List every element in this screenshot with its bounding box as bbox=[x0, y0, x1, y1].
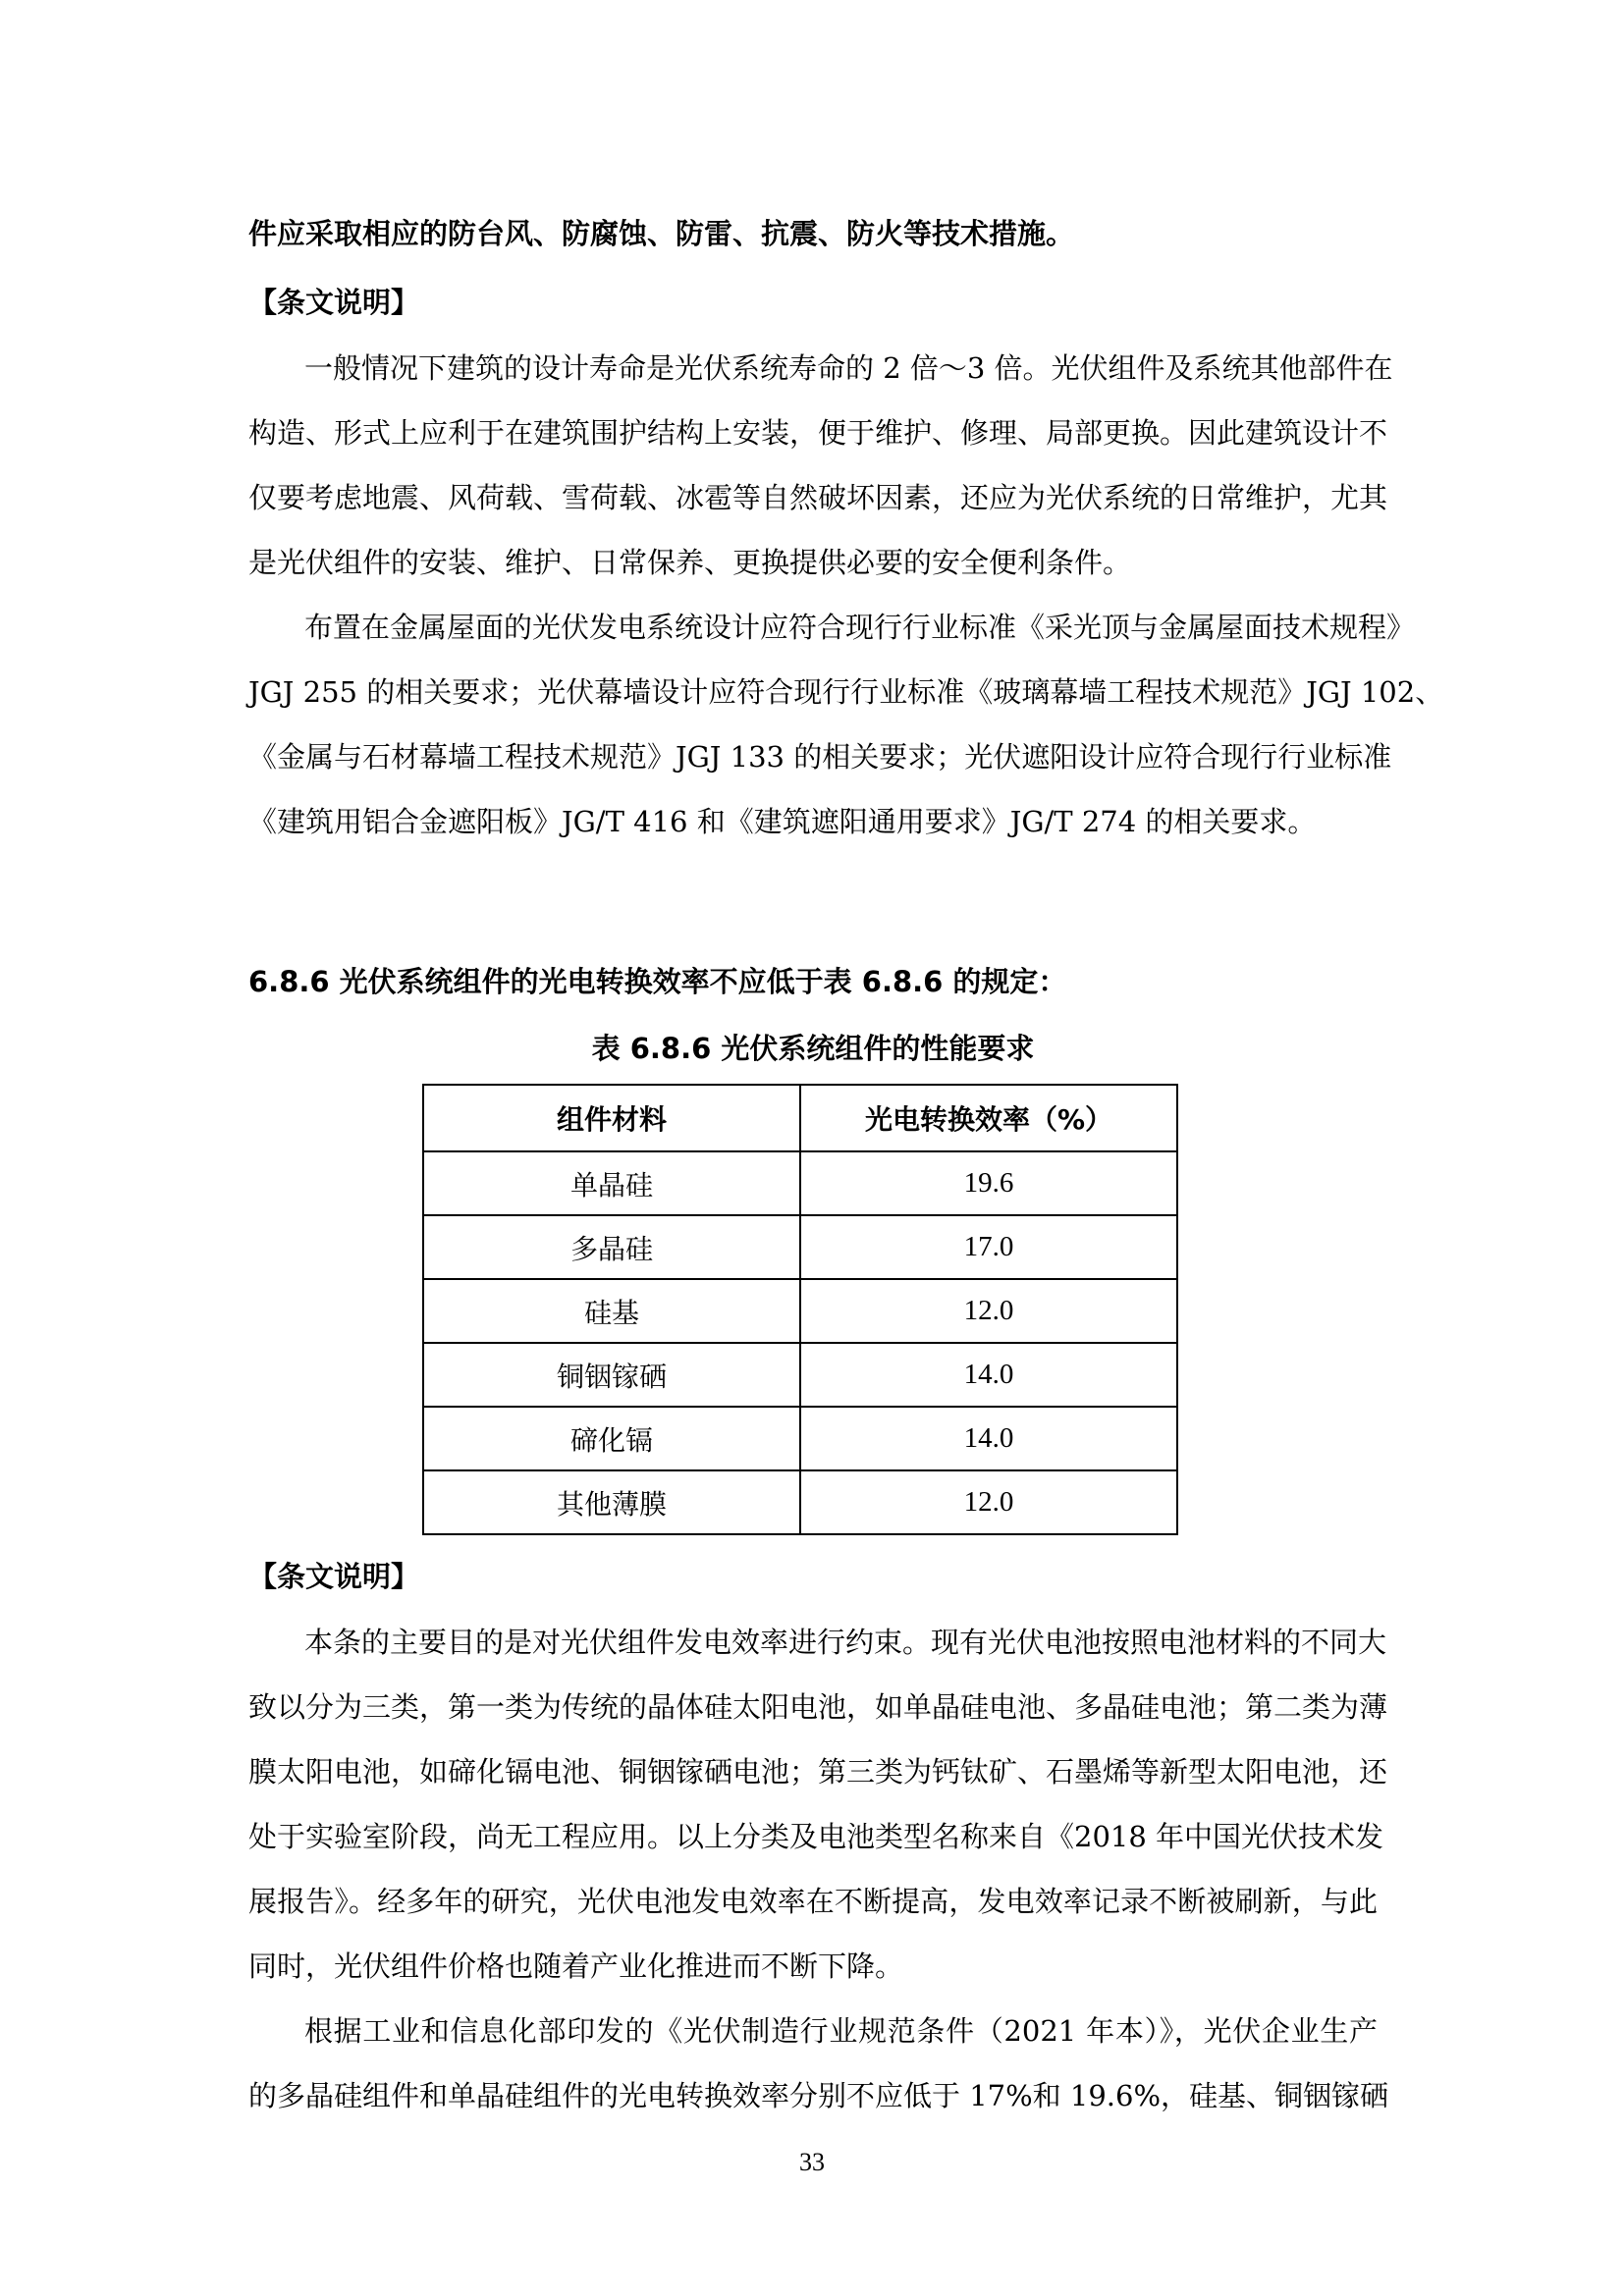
note-heading: 【条文说明】 bbox=[248, 286, 420, 319]
note-paragraph-line: 构造、形式上应利于在建筑围护结构上安装，便于维护、修理、局部更换。因此建筑设计不 bbox=[248, 416, 1388, 450]
material-cell: 多晶硅 bbox=[423, 1215, 800, 1279]
note-paragraph-line: 同时，光伏组件价格也随着产业化推进而不断下降。 bbox=[248, 1949, 904, 1983]
note-paragraph-line: 一般情况下建筑的设计寿命是光伏系统寿命的 2 倍～3 倍。光伏组件及系统其他部件在 bbox=[304, 351, 1393, 385]
note-heading: 【条文说明】 bbox=[248, 1560, 420, 1593]
efficiency-cell: 12.0 bbox=[800, 1470, 1177, 1534]
note-paragraph-line: 布置在金属屋面的光伏发电系统设计应符合现行行业标准《采光顶与金属屋面技术规程》 bbox=[304, 611, 1416, 644]
efficiency-cell: 17.0 bbox=[800, 1215, 1177, 1279]
note-paragraph-line: 《建筑用铝合金遮阳板》JG/T 416 和《建筑遮阳通用要求》JG/T 274 的相关要求。 bbox=[248, 805, 1317, 838]
table-row bbox=[423, 1215, 1177, 1279]
table-header-cell: 组件材料 bbox=[423, 1085, 800, 1151]
table-header-row bbox=[423, 1085, 1177, 1151]
material-cell: 其他薄膜 bbox=[423, 1470, 800, 1534]
material-cell: 单晶硅 bbox=[423, 1151, 800, 1215]
table-caption: 表 6.8.6 光伏系统组件的性能要求 bbox=[591, 1032, 1035, 1065]
material-cell: 铜铟镓硒 bbox=[423, 1343, 800, 1407]
table-row bbox=[423, 1470, 1177, 1534]
table-row bbox=[423, 1407, 1177, 1470]
note-paragraph-line: 展报告》。经多年的研究，光伏电池发电效率在不断提高，发电效率记录不断被刷新，与此 bbox=[248, 1885, 1378, 1918]
table-header-cell: 光电转换效率（%） bbox=[800, 1085, 1177, 1151]
efficiency-cell: 14.0 bbox=[800, 1343, 1177, 1407]
material-cell: 硅基 bbox=[423, 1279, 800, 1343]
note-paragraph-line: 《金属与石材幕墙工程技术规范》JGJ 133 的相关要求；光伏遮阳设计应符合现行行业标准 bbox=[248, 740, 1392, 774]
note-paragraph-line: 膜太阳电池，如碲化镉电池、铜铟镓硒电池；第三类为钙钛矿、石墨烯等新型太阳电池，还 bbox=[248, 1755, 1388, 1789]
continuation-line: 件应采取相应的防台风、防腐蚀、防雷、抗震、防火等技术措施。 bbox=[248, 217, 1075, 250]
table-row bbox=[423, 1343, 1177, 1407]
note-paragraph-line: 处于实验室阶段，尚无工程应用。以上分类及电池类型名称来自《2018 年中国光伏技术发 bbox=[248, 1820, 1384, 1853]
table-row bbox=[423, 1279, 1177, 1343]
efficiency-cell: 19.6 bbox=[800, 1151, 1177, 1215]
material-cell: 碲化镉 bbox=[423, 1407, 800, 1470]
page-number: 33 bbox=[799, 2148, 825, 2176]
table-row bbox=[423, 1151, 1177, 1215]
efficiency-cell: 12.0 bbox=[800, 1279, 1177, 1343]
note-paragraph-line: 致以分为三类，第一类为传统的晶体硅太阳电池，如单晶硅电池、多晶硅电池；第二类为薄 bbox=[248, 1690, 1388, 1724]
efficiency-cell: 14.0 bbox=[800, 1407, 1177, 1470]
note-paragraph-line: 仅要考虑地震、风荷载、雪荷载、冰雹等自然破坏因素，还应为光伏系统的日常维护，尤其 bbox=[248, 481, 1388, 514]
note-paragraph-line: 根据工业和信息化部印发的《光伏制造行业规范条件（2021 年本）》，光伏企业生产 bbox=[304, 2014, 1378, 2048]
performance-table bbox=[422, 1084, 1178, 1535]
clause-title: 6.8.6 光伏系统组件的光电转换效率不应低于表 6.8.6 的规定： bbox=[248, 965, 1067, 998]
note-paragraph-line: 是光伏组件的安装、维护、日常保养、更换提供必要的安全便利条件。 bbox=[248, 546, 1132, 579]
note-paragraph-line: JGJ 255 的相关要求；光伏幕墙设计应符合现行行业标准《玻璃幕墙工程技术规范》JGJ 102、 bbox=[248, 675, 1444, 709]
note-paragraph-line: 本条的主要目的是对光伏组件发电效率进行约束。现有光伏电池按照电池材料的不同大 bbox=[304, 1626, 1387, 1659]
note-paragraph-line: 的多晶硅组件和单晶硅组件的光电转换效率分别不应低于 17%和 19.6%，硅基、铜铟镓硒 bbox=[248, 2079, 1389, 2112]
